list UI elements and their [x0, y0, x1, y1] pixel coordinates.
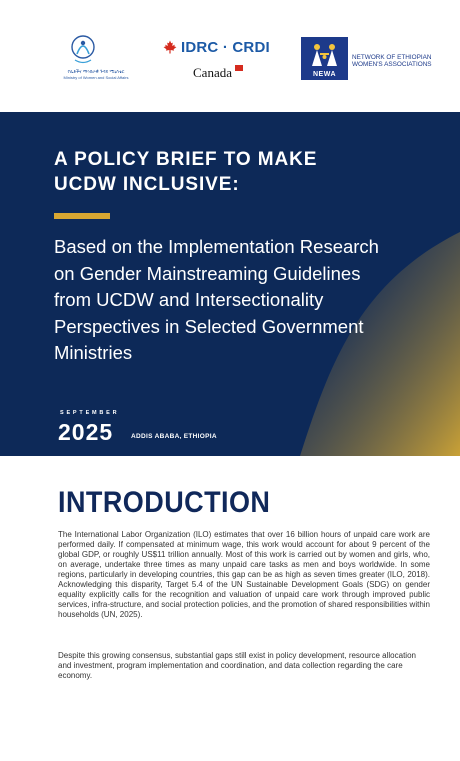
newa-badge [301, 37, 348, 80]
idrc-wordmark: IDRC · CRDI [181, 39, 270, 56]
introduction-paragraph: The International Labor Organization (ILO) estimates that over 16 billion hours of unpaid care work are performed daily. If compensated at minimum wage, this work would account for about 9 percent of the global GDP, or roughly US$11 trillion annually. Most of this work is carried out by women and girls, who, on average, undertake three times as many unpaid care tasks as men and boys worldwide. In some regions, particularly in developing countries, this gap can be as high as seven times greater (ILO, 2018). Acknowledging this disparity, Target 5.4 of the UN Sustainable Development Goals (SDG) on gender equality explicitly calls for the recognition and valuation of unpaid care work through improved public services, infra-structure, and social protection policies, and the promotion of shared responsibilities within households (UN, 2025). [58, 530, 430, 619]
introduction-paragraph: Despite this growing consensus, substantial gaps still exist in policy development, resource allocation and investment, program implementation and coordination, and data collection regarding the care economy. [58, 651, 416, 680]
title-accent-rule [54, 213, 110, 219]
logo-header [0, 0, 460, 112]
introduction-heading: INTRODUCTION [58, 486, 271, 519]
ministry-emblem-icon [70, 34, 96, 66]
newa-logo [301, 37, 441, 81]
publication-month: SEPTEMBER [60, 410, 120, 416]
publication-year: 2025 [58, 419, 114, 445]
idrc-logo [162, 38, 274, 82]
ministry-name-amharic: የሴቶችና ማኅበራዊ ጉዳይ ሚኒስቴር [67, 69, 125, 74]
canada-flag-icon [235, 65, 243, 71]
newa-badge-text: NEWA [313, 71, 336, 78]
women-figures-icon [301, 40, 348, 72]
canada-wordmark: Canada [193, 65, 232, 80]
maple-leaf-icon [162, 39, 178, 55]
mowsa-logo [56, 34, 136, 84]
publication-place: ADDIS ABABA, ETHIOPIA [131, 433, 217, 440]
brief-title: A POLICY BRIEF TO MAKE UCDW INCLUSIVE: [54, 149, 318, 195]
ministry-name-english: Ministry of Women and Social Affairs [63, 75, 129, 80]
brief-subtitle: Based on the Implementation Research on Gender Mainstreaming Guidelines from UCDW and Intersectionality Perspectives in Selected Government Ministries [54, 236, 379, 363]
newa-full-name: NETWORK OF ETHIOPIAN WOMEN'S ASSOCIATIONS [352, 54, 432, 69]
cover-hero [0, 112, 460, 456]
